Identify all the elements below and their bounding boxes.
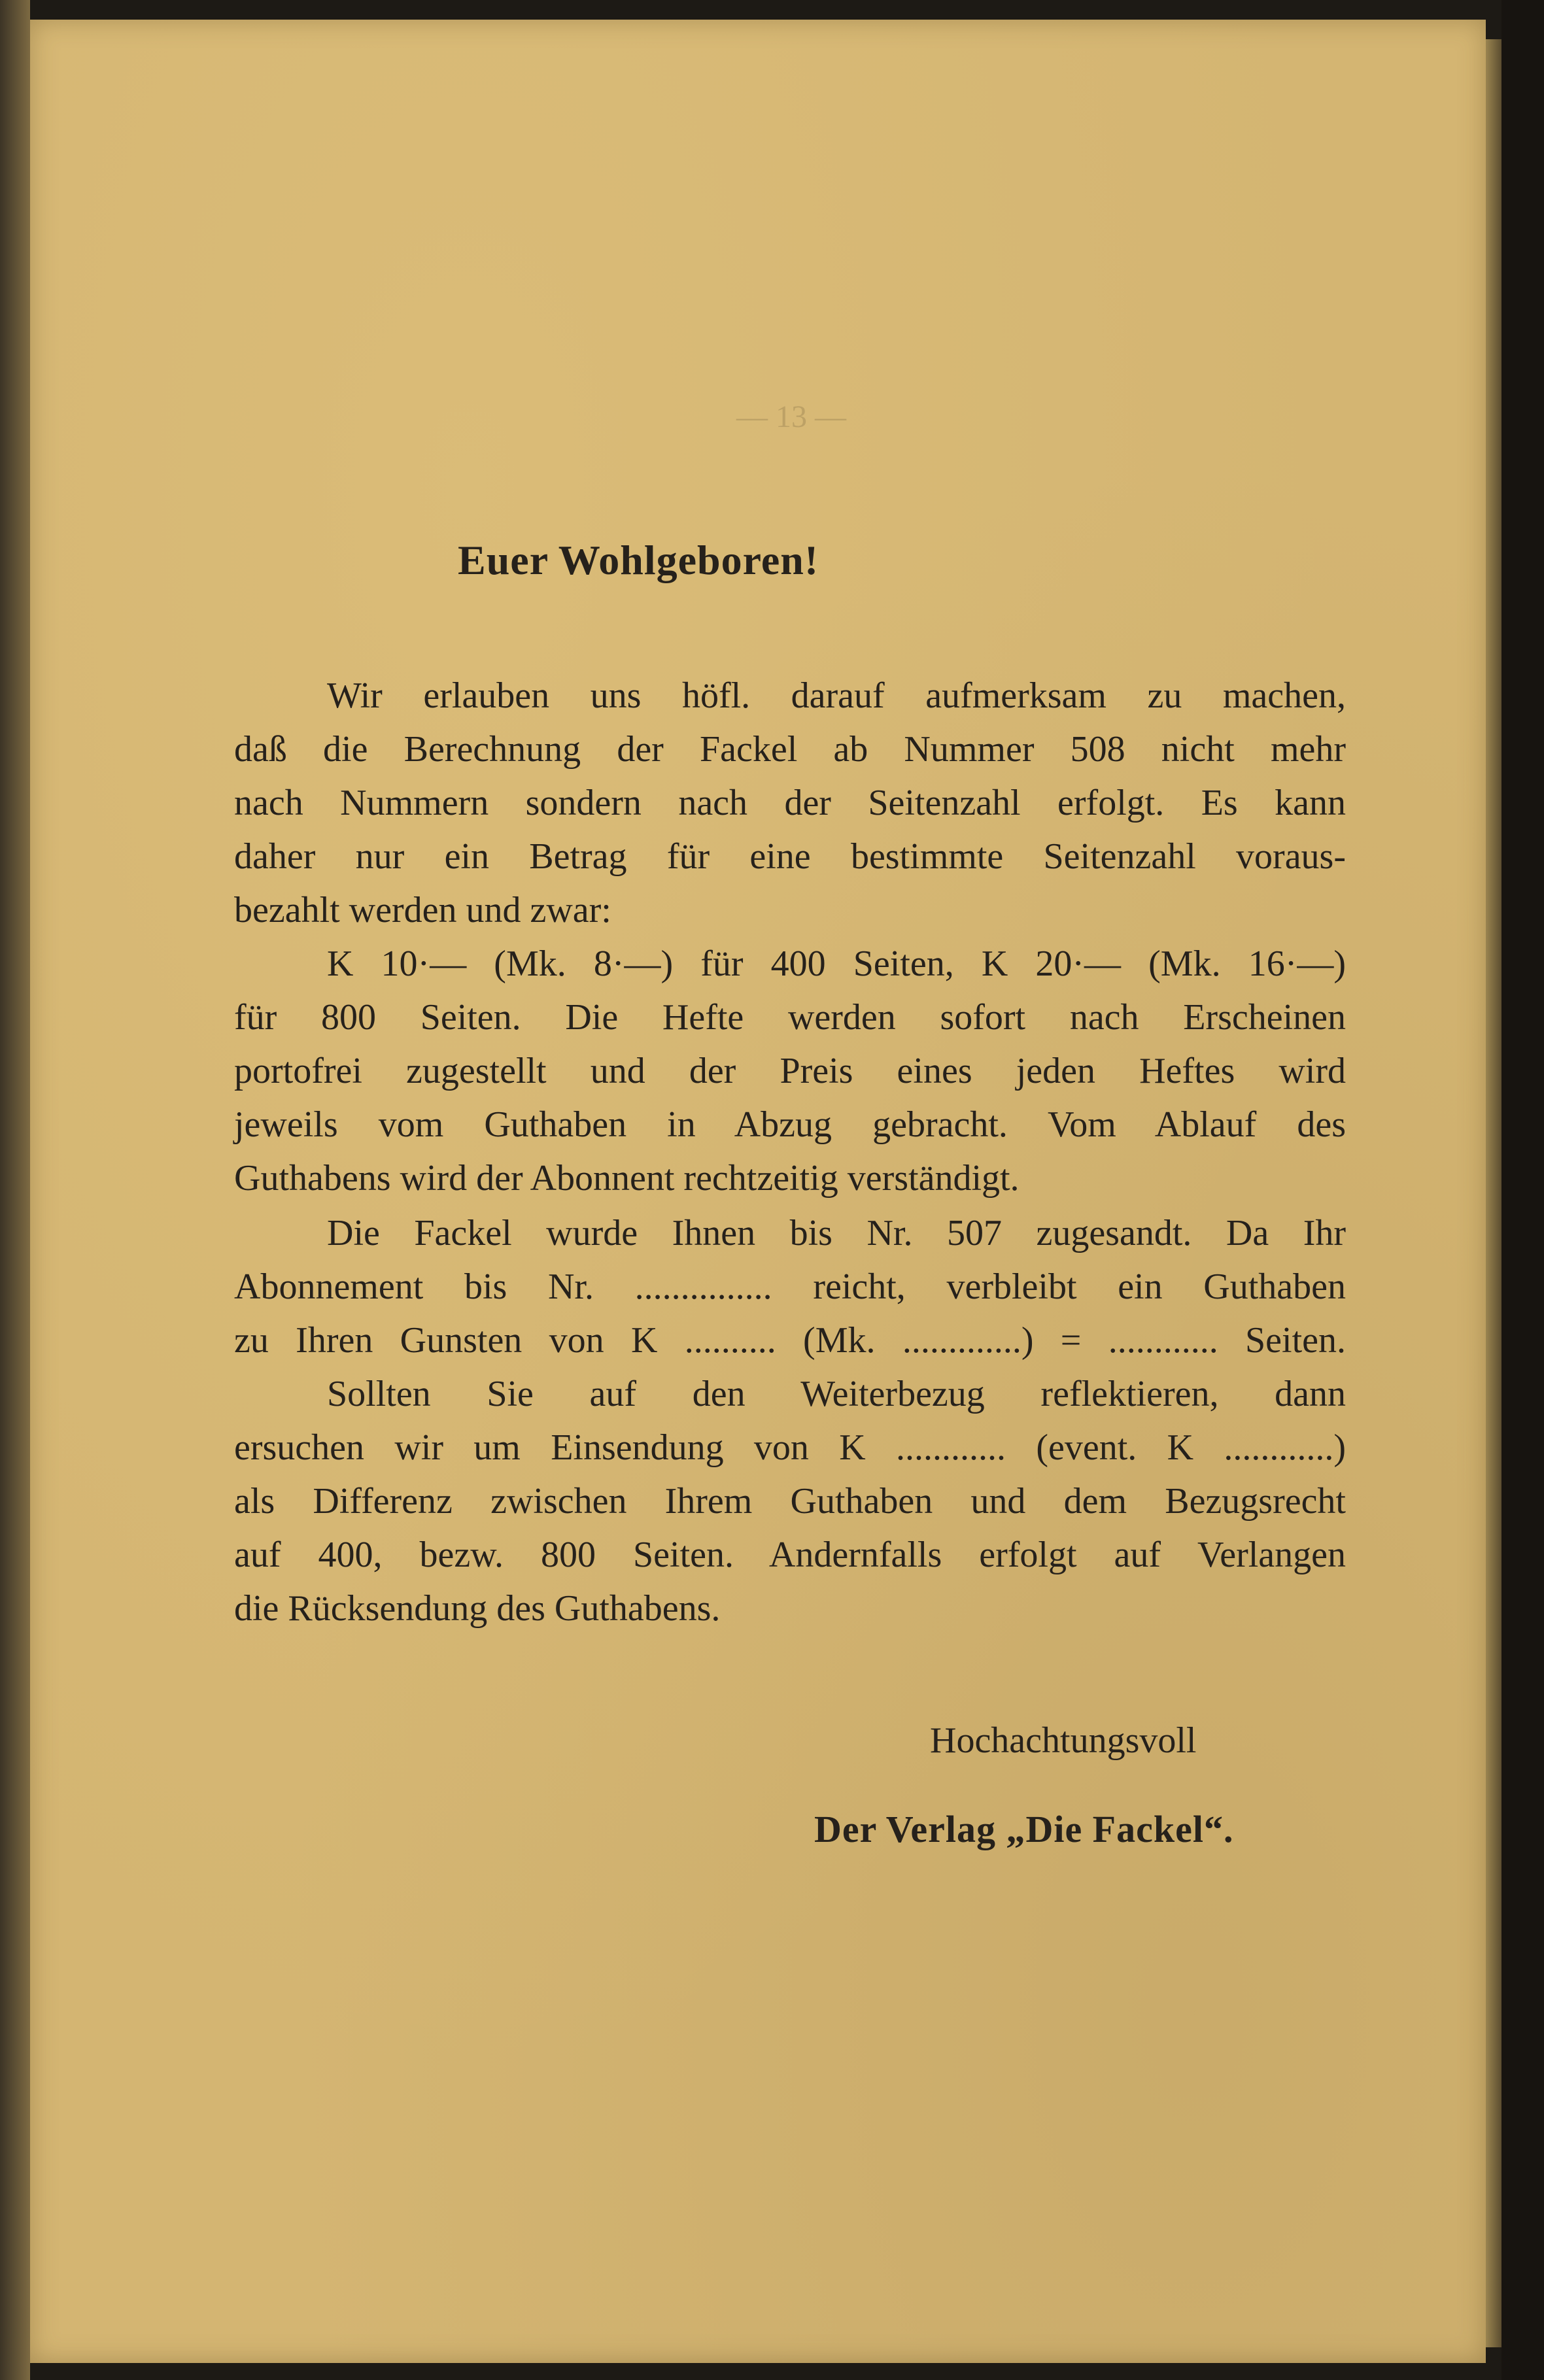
salutation: Euer Wohlgeboren!	[458, 537, 819, 583]
paragraph-2-line-2: für 800 Seiten. Die Hefte werden sofort nach Erscheinen	[234, 997, 1346, 1038]
paragraph-2-line-5: Guthabens wird der Abonnent rechtzeitig verständigt.	[234, 1158, 1020, 1198]
scan-border	[1501, 0, 1544, 2380]
paragraph-3-line-2: Abonnement bis Nr. ............... reicht, verbleibt ein Guthaben	[234, 1266, 1346, 1307]
paragraph-2-line-4: jeweils vom Guthaben in Abzug gebracht. Vom Ablauf des	[234, 1104, 1346, 1145]
paragraph-1-line-3: nach Nummern sondern nach der Seitenzahl erfolgt. Es kann	[234, 783, 1346, 823]
paragraph-2-line-1: K 10·— (Mk. 8·—) für 400 Seiten, K 20·— (Mk. 16·—)	[327, 944, 1346, 984]
paragraph-1-line-1: Wir erlauben uns höfl. darauf aufmerksam zu machen,	[327, 675, 1346, 716]
paragraph-4-line-3: als Differenz zwischen Ihrem Guthaben und dem Bezugsrecht	[234, 1481, 1346, 1522]
paragraph-4-line-1: Sollten Sie auf den Weiterbezug reflektieren, dann	[327, 1374, 1346, 1414]
paragraph-1-line-5: bezahlt werden und zwar:	[234, 890, 611, 930]
paragraph-2-line-3: portofrei zugestellt und der Preis eines jeden Heftes wird	[234, 1051, 1346, 1091]
page-edge	[1486, 39, 1501, 2347]
paragraph-3-line-3: zu Ihren Gunsten von K .......... (Mk. .............) = ............ Seiten.	[234, 1320, 1346, 1361]
paragraph-1-line-4: daher nur ein Betrag für eine bestimmte Seitenzahl voraus-	[234, 836, 1346, 877]
paragraph-3-line-1: Die Fackel wurde Ihnen bis Nr. 507 zugesandt. Da Ihr	[327, 1213, 1346, 1253]
page-number: — 13 —	[736, 400, 846, 434]
book-binding	[0, 0, 30, 2380]
paragraph-4-line-5: die Rücksendung des Guthabens.	[234, 1588, 721, 1629]
paragraph-4-line-4: auf 400, bezw. 800 Seiten. Andernfalls erfolgt auf Verlangen	[234, 1535, 1346, 1575]
closing: Hochachtungsvoll	[930, 1720, 1197, 1761]
paragraph-1-line-2: daß die Berechnung der Fackel ab Nummer 508 nicht mehr	[234, 729, 1346, 770]
signature: Der Verlag „Die Fackel“.	[814, 1808, 1234, 1850]
paragraph-4-line-2: ersuchen wir um Einsendung von K ............ (event. K ............)	[234, 1427, 1346, 1468]
